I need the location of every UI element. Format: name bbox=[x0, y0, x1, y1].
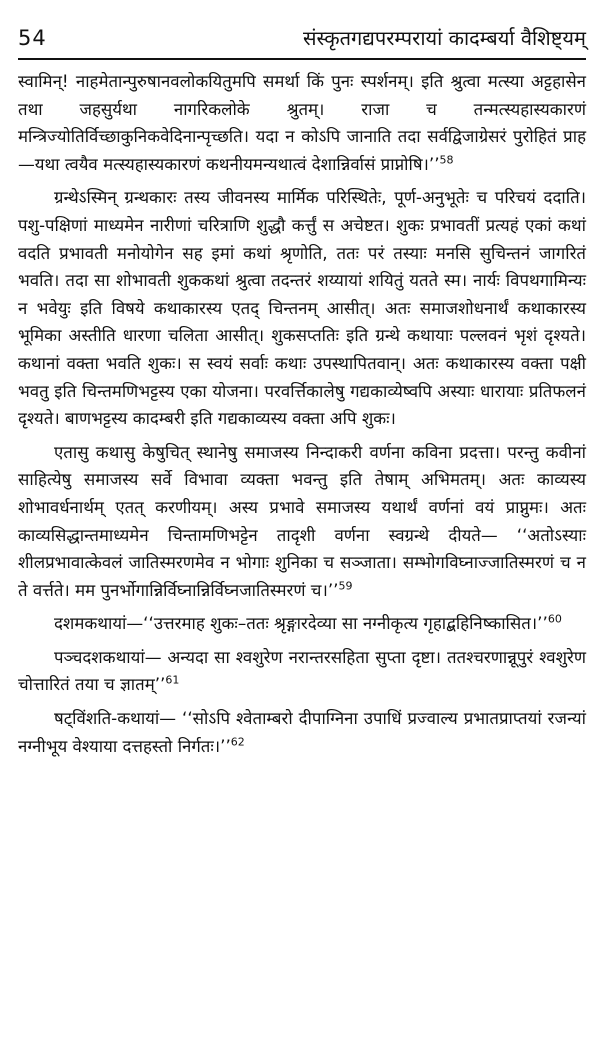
header-rule bbox=[18, 58, 586, 60]
footnote-marker: 60 bbox=[547, 612, 562, 626]
paragraph-shukasaptati bbox=[18, 184, 586, 432]
paragraph-text: पञ्चदशकथायां— अन्यदा सा श्वशुरेण नरान्तरसहिता सुप्ता दृष्टा। ततश्चरणान्नूपुरं श्वशुरेण चोत्तारितं तया च ज्ञातम्’’ bbox=[18, 646, 586, 695]
paragraph-text: षट्विंशति-कथायां— ‘‘सोऽपि श्वेताम्बरो दीपाग्निना उपाधिं प्रज्वाल्य प्रभातप्राप्तयां रजन्यां नग्नीभूय वेश्याया दत्तहस्तो निर्गतः।’’ bbox=[18, 708, 586, 756]
page-number: 54 bbox=[18, 26, 47, 50]
body-text bbox=[18, 68, 586, 760]
running-title: संस्कृतगद्यपरम्परायां कादम्बर्या वैशिष्ट्यम् bbox=[302, 26, 586, 50]
footnote-marker: 62 bbox=[230, 735, 245, 749]
paragraph-text: दशमकथायां—‘‘उत्तरमाह शुकः–ततः श्रृङ्गारदेव्या सा नग्नीकृत्य गृहाद्बहिनिष्कासित।’’ bbox=[54, 613, 548, 634]
paragraph-social-depiction bbox=[18, 439, 586, 605]
paragraph-text: ग्रन्थेऽस्मिन् ग्रन्थकारः तस्य जीवनस्य मार्मिक परिस्थितेः, पूर्ण-अनुभूतेः च परिचयं ददाति। पशु-पक्षिणां माध्यमेन नारीणां चरित्राणि शुद्धौ कर्त्तुं स अचेष्टत। शुकः प्रभावतीं प्रत्यहं एकां कथां वदति प्रभावती मनोयोगेन सह इमां कथां श्रृणोति, ततः परं तस्याः मनसि सुचिन्तनं जागरितं भवति। तदा सा शोभावती शुककथां श्रुत्वा तदन्तरं शय्यायां शयितुं यतते स्म। नार्यः विपथगामिन्यः न भवेयुः इति विषये कथाकारस्य एतद् चिन्तनम् आसीत्। अतः समाजशोधनार्थं कथाकारस्य भूमिका अस्तीति धारणा चलिता आसीत्। शुकसप्ततिः इति ग्रन्थे कथायाः पल्लवनं भृशं दृश्यते। कथानां वक्ता भवति शुकः। स स्वयं सर्वाः कथाः उपस्थापितवान्। अतः कथाकारस्य वक्ता पक्षी भवतु इति चिन्तमणिभट्टस्य एका योजना। परवर्त्तिकालेषु गद्यकाव्येष्वपि अस्याः धारायाः प्रतिफलनं दृश्यते। बाणभट्टस्य कादम्बरी इति गद्यकाव्यस्य वक्ता अपि शुकः। bbox=[18, 187, 586, 429]
page-header bbox=[18, 24, 586, 58]
paragraph-quote-end bbox=[18, 68, 586, 178]
paragraph-text: एतासु कथासु केषुचित् स्थानेषु समाजस्य निन्दाकरी वर्णना कविना प्रदत्ता। परन्तु कवीनां साहित्येषु समाजस्य सर्वे विभावा व्यक्ता भवन्तु इति तेषाम् अभिमतम्। अतः काव्यस्य शोभावर्धनार्थम् एतत् करणीयम्। अस्य प्रभावे समाजस्य यथार्थं वर्णनां वयं प्राप्नुमः। अतः काव्यसिद्धान्तमाध्यमेन चिन्तामणिभट्टेन तादृशी वर्णना स्वग्रन्थे दीयते— ‘‘अतोऽस्याः शीलप्रभावात्केवलं जातिस्मरणमेव न भोगाः शुनिका च सञ्जाता। सम्भोगविघ्नाज्जातिस्मरणं च न ते वर्त्तते। मम पुनर्भोगान्निर्विघ्नान्निर्विघ्नजातिस्मरणं च।’’ bbox=[18, 441, 586, 600]
footnote-marker: 58 bbox=[439, 153, 454, 167]
paragraph-twenty-sixth-story bbox=[18, 705, 586, 760]
footnote-marker: 59 bbox=[338, 579, 353, 593]
paragraph-fifteenth-story bbox=[18, 644, 586, 699]
paragraph-text: स्वामिन्! नाहमेतान्पुरुषानवलोकयितुमपि समर्था किं पुनः स्पर्शनम्। इति श्रुत्वा मत्स्या अट्टहासेन तथा जहसुर्यथा नागरिकलोके श्रुतम्। राजा च तन्मत्स्यहास्यकारणं मन्त्रिज्योतिर्विच्छाकुनिकवेदिनान्पृच्छति। यदा न कोऽपि जानाति तदा सर्वद्विजाग्रेसरं पुरोहितं प्राह—यथा त्वयैव मत्स्यहास्यकारणं कथनीयमन्यथात्वं देशान्निर्वासं प्राप्नोषि।’’ bbox=[18, 71, 586, 174]
footnote-marker: 61 bbox=[165, 673, 180, 687]
paragraph-tenth-story bbox=[18, 610, 586, 638]
